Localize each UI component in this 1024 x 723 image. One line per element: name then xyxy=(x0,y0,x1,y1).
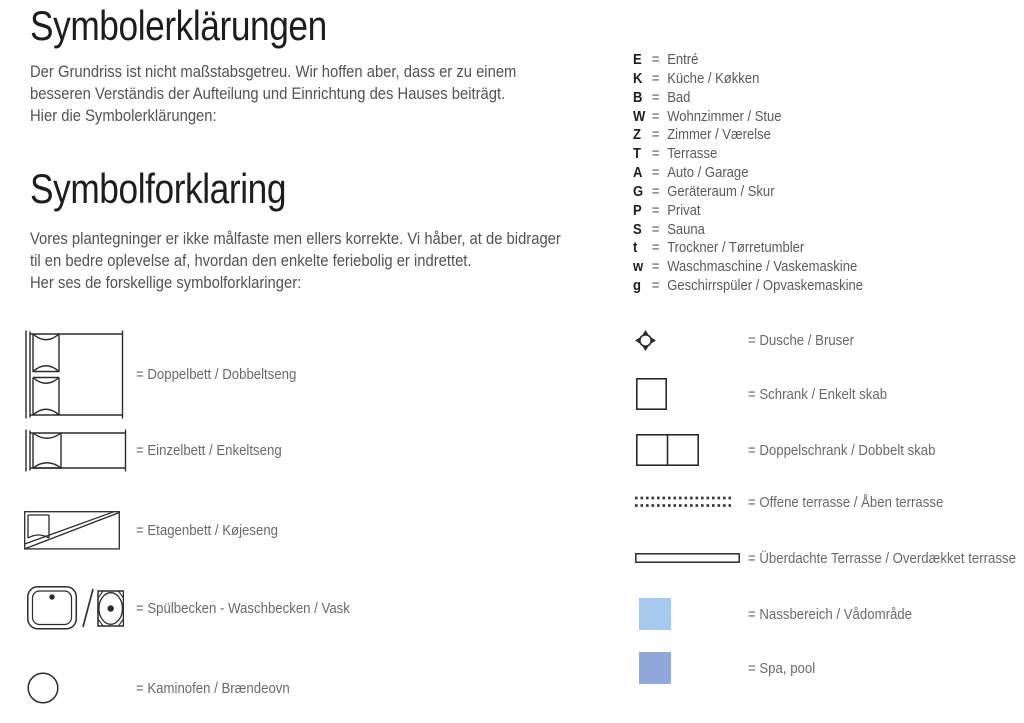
abbreviation-letter: w xyxy=(633,259,644,276)
abbreviation-row xyxy=(633,70,863,89)
equals-sign: = xyxy=(651,278,660,295)
abbreviation-letter: W xyxy=(633,108,646,125)
shower-icon xyxy=(635,330,656,351)
abbreviation-label: Geräteraum / Skur xyxy=(667,183,775,200)
german-paragraph-line: Der Grundriss ist nicht maßstabsgetreu. Wir hoffen aber, dass er zu einem xyxy=(30,62,517,81)
equals-sign: = xyxy=(651,202,660,219)
abbreviation-label: Privat xyxy=(667,202,701,219)
abbreviation-letter: P xyxy=(633,202,642,219)
abbreviation-row xyxy=(633,126,863,145)
abbreviation-letter: S xyxy=(633,221,642,238)
abbreviation-label: Geschirrspüler / Opvaskemaskine xyxy=(667,278,864,295)
bunk-bed-label: = Etagenbett / Køjeseng xyxy=(136,522,279,539)
abbreviation-letter: t xyxy=(633,240,638,257)
abbreviation-list xyxy=(633,51,863,296)
abbreviation-row xyxy=(633,239,863,258)
open-terrace-label: = Offene terrasse / Åben terrasse xyxy=(748,494,944,511)
abbreviation-label: Entré xyxy=(667,52,699,68)
abbreviation-row xyxy=(633,164,863,183)
abbreviation-label: Zimmer / Værelse xyxy=(667,127,771,144)
bunk-bed-icon xyxy=(24,511,120,550)
double-cabinet-icon xyxy=(636,434,699,466)
abbreviation-label: Wohnzimmer / Stue xyxy=(667,108,782,125)
double-bed-label: = Doppelbett / Dobbeltseng xyxy=(136,366,297,383)
equals-sign: = xyxy=(651,127,660,144)
equals-sign: = xyxy=(651,89,660,106)
single-bed-icon xyxy=(25,429,129,472)
equals-sign: = xyxy=(651,146,660,163)
covered-terrace-label: = Überdachte Terrasse / Overdækket terrasse xyxy=(748,550,1016,567)
german-paragraph-line: Hier die Symbolerklärungen: xyxy=(30,106,217,125)
danish-title: Symbolforklaring xyxy=(30,165,287,212)
abbreviation-letter: g xyxy=(633,278,641,295)
abbreviation-letter: K xyxy=(633,70,643,87)
wood-stove-icon xyxy=(27,672,59,704)
abbreviation-letter: E xyxy=(633,52,642,68)
abbreviation-label: Auto / Garage xyxy=(667,165,749,182)
danish-paragraph-line: til en bedre oplevelse af, hvordan den enkelte feriebolig er indrettet. xyxy=(30,251,472,270)
kitchen-sink-washbasin-label: = Spülbecken - Waschbecken / Vask xyxy=(136,600,350,617)
open-terrace-icon xyxy=(635,496,731,509)
abbreviation-label: Waschmaschine / Vaskemaskine xyxy=(667,259,858,276)
german-paragraph xyxy=(30,61,516,127)
spa-pool-label: = Spa, pool xyxy=(748,660,816,677)
abbreviation-row xyxy=(633,277,863,296)
wood-stove-label: = Kaminofen / Brændeovn xyxy=(136,680,290,697)
equals-sign: = xyxy=(651,221,660,238)
covered-terrace-icon xyxy=(635,553,740,563)
abbreviation-row xyxy=(633,221,863,240)
abbreviation-row xyxy=(633,51,863,70)
abbreviation-label: Trockner / Tørretumbler xyxy=(667,240,805,257)
abbreviation-letter: Z xyxy=(633,127,641,144)
double-bed-icon xyxy=(25,330,126,419)
wet-area-swatch xyxy=(639,598,671,630)
wet-area-label: = Nassbereich / Vådområde xyxy=(748,606,912,623)
shower-label: = Dusche / Bruser xyxy=(748,332,855,349)
abbreviation-letter: A xyxy=(633,165,643,182)
double-cabinet-label: = Doppelschrank / Dobbelt skab xyxy=(748,442,936,459)
single-bed-label: = Einzelbett / Enkeltseng xyxy=(136,442,282,459)
abbreviation-letter: T xyxy=(633,146,641,163)
abbreviation-label: Terrasse xyxy=(667,146,718,163)
abbreviation-letter: B xyxy=(633,89,643,106)
abbreviation-row xyxy=(633,258,863,277)
equals-sign: = xyxy=(651,183,660,200)
equals-sign: = xyxy=(651,165,660,182)
equals-sign: = xyxy=(651,52,660,68)
single-cabinet-icon xyxy=(636,378,667,410)
danish-paragraph xyxy=(30,228,561,294)
equals-sign: = xyxy=(651,108,660,125)
abbreviation-row xyxy=(633,89,863,108)
single-cabinet-label: = Schrank / Enkelt skab xyxy=(748,386,888,403)
abbreviation-row xyxy=(633,183,863,202)
spa-pool-swatch xyxy=(639,652,671,684)
abbreviation-letter: G xyxy=(633,183,644,200)
abbreviation-row xyxy=(633,202,863,221)
equals-sign: = xyxy=(651,70,660,87)
german-title: Symbolerklärungen xyxy=(30,2,327,49)
abbreviation-label: Küche / Køkken xyxy=(667,70,760,87)
abbreviation-row xyxy=(633,145,863,164)
kitchen-sink-washbasin-icon xyxy=(27,586,124,630)
equals-sign: = xyxy=(651,240,660,257)
abbreviation-label: Sauna xyxy=(667,221,705,238)
german-paragraph-line: besseren Verständis der Aufteilung und Einrichtung des Hauses beiträgt. xyxy=(30,84,506,103)
danish-paragraph-line: Vores plantegninger er ikke målfaste men ellers korrekte. Vi håber, at de bidrager xyxy=(30,229,561,248)
equals-sign: = xyxy=(651,259,660,276)
danish-paragraph-line: Her ses de forskellige symbolforklaringer: xyxy=(30,273,302,292)
abbreviation-label: Bad xyxy=(667,89,691,106)
abbreviation-row xyxy=(633,108,863,127)
